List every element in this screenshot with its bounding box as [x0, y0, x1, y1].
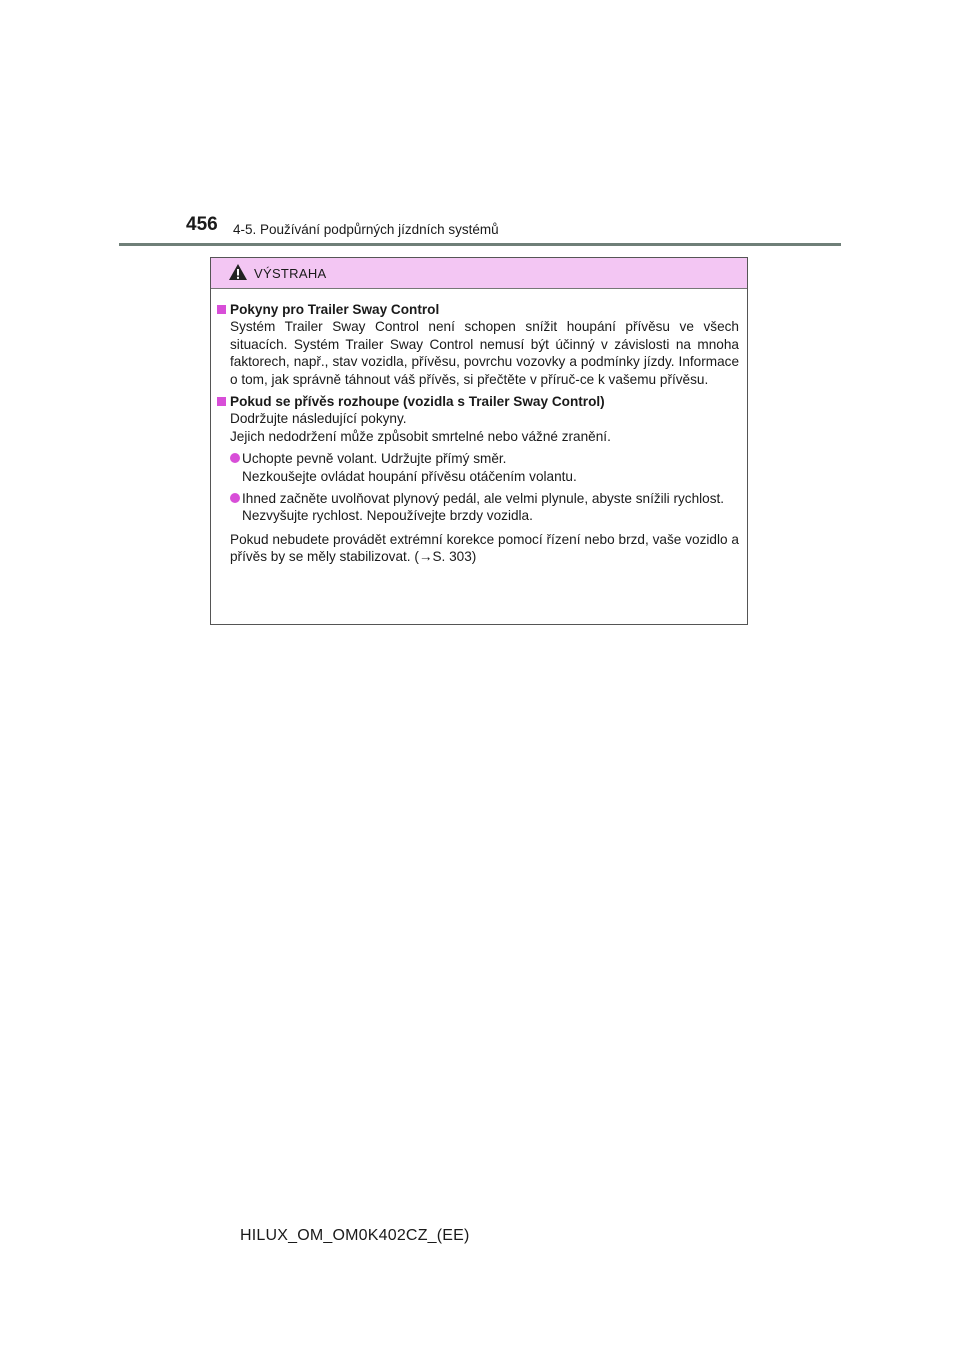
list-item [230, 450, 739, 485]
warning-header [211, 258, 747, 289]
square-bullet-icon [217, 305, 226, 314]
round-bullet-icon [230, 493, 240, 503]
list-item [230, 490, 739, 525]
round-bullet-icon [230, 453, 240, 463]
warning-body [211, 289, 747, 566]
item-heading [230, 301, 739, 318]
bullet-line: Uchopte pevně volant. Udržujte přímý směr. [242, 451, 507, 467]
warning-item-trailer-sways [217, 393, 739, 566]
item-heading-text: Pokyny pro Trailer Sway Control [230, 302, 440, 317]
item-heading [230, 393, 739, 410]
closing-text: Pokud nebudete provádět extrémní korekce pomocí řízení nebo brzd, vaše vozidlo a přívěs by se měly stabilizovat. (→S. 303) [230, 531, 739, 565]
warning-label: VÝSTRAHA [254, 266, 327, 281]
section-title: 4-5. Používání podpůrných jízdních systémů [233, 222, 499, 237]
square-bullet-icon [217, 397, 226, 406]
bullet-line: Ihned začněte uvolňovat plynový pedál, ale velmi plynule, abyste snížili rychlost. [242, 491, 725, 507]
warning-item-trailer-sway-instructions [217, 301, 739, 388]
page-number: 456 [186, 214, 218, 235]
item-text: Systém Trailer Sway Control není schopen snížit houpání přívěsu ve všech situacích. Systém Trailer Sway Control nemusí být účinný v závislosti na mnoha faktorech, např., stav vozidla, přívěsu, povrchu vozovky a podmínky jízdy. Informace o tom, jak správně táhnout váš přívěs, si přečtěte v příruč-ce k vašemu přívěsu. [230, 319, 739, 387]
header-rule [119, 243, 841, 246]
bullet-line: Nezkoušejte ovládat houpání přívěsu otáčením volantu. [242, 468, 577, 484]
warning-triangle-icon [228, 263, 248, 281]
item-intro-line: Dodržujte následující pokyny. [230, 411, 407, 427]
item-heading-text: Pokud se přívěs rozhoupe (vozidla s Trailer Sway Control) [230, 394, 605, 410]
footer-code: HILUX_OM_OM0K402CZ_(EE) [240, 1227, 470, 1244]
item-intro-line: Jejich nedodržení může způsobit smrtelné nebo vážné zranění. [230, 428, 611, 444]
bullet-line: Nezvyšujte rychlost. Nepoužívejte brzdy vozidla. [242, 508, 533, 524]
warning-box [210, 257, 748, 625]
